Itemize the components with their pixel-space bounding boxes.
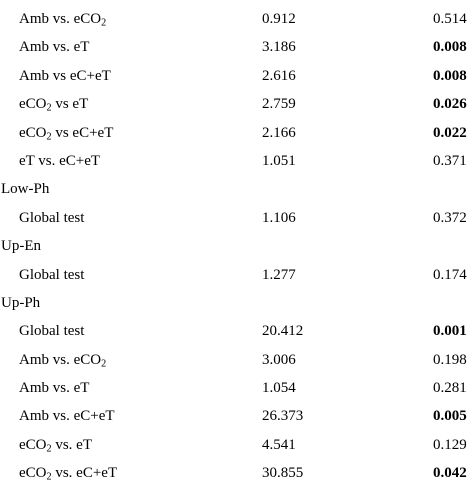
p-value: 0.514 [433,11,467,27]
f-value: 1.054 [262,380,296,397]
f-value: 0.912 [262,11,296,27]
comparison-label: eCO$_2$ vs eC+eT [19,124,114,143]
comparison-row [0,459,474,487]
p-value: 0.281 [433,380,467,397]
p-value: 0.022 [433,124,467,141]
comparison-row [0,431,474,459]
comparison-label: Amb vs. eT [19,39,90,56]
group-label: Low-Ph [1,181,50,198]
comparison-row [0,62,474,90]
p-value: 0.372 [433,209,467,226]
comparison-row [0,346,474,374]
comparison-row [0,204,474,232]
p-value: 0.042 [433,465,467,482]
comparison-label: Amb vs. eC+eT [19,408,115,425]
p-value: 0.129 [433,436,467,453]
comparison-row [0,119,474,147]
f-value: 30.855 [262,465,304,482]
p-value: 0.005 [433,408,467,425]
comparison-row [0,317,474,345]
comparison-row [0,374,474,402]
f-value: 1.051 [262,152,296,169]
f-value: 2.759 [262,96,296,113]
comparison-label: Global test [19,209,85,226]
comparison-row [0,402,474,430]
p-value: 0.008 [433,67,467,84]
comparison-label: Global test [19,266,85,283]
f-value: 26.373 [262,408,304,425]
f-value: 20.412 [262,323,304,340]
comparison-label: Amb vs. eT [19,380,90,397]
comparison-label: Amb vs. eCO$_2$ [19,11,107,29]
f-value: 2.616 [262,67,296,84]
p-value: 0.026 [433,96,467,113]
f-value: 1.277 [262,266,296,283]
f-value: 3.006 [262,351,296,368]
comparison-label: eT vs. eC+eT [19,152,101,169]
comparison-row [0,261,474,289]
comparison-row [0,5,474,33]
group-header-row [0,175,474,203]
comparison-label: eCO$_2$ vs. eC+eT [19,465,118,483]
f-value: 2.166 [262,124,296,141]
group-header-row [0,232,474,260]
comparison-label: Amb vs. eCO$_2$ [19,351,107,370]
p-value: 0.008 [433,39,467,56]
comparison-label: eCO$_2$ vs. eT [19,436,93,455]
p-value: 0.001 [433,323,467,340]
statistics-table [0,5,474,488]
comparison-label: Amb vs eC+eT [19,67,111,84]
p-value: 0.371 [433,152,467,169]
group-label: Up-En [1,238,41,255]
group-header-row [0,289,474,317]
p-value: 0.174 [433,266,467,283]
f-value: 3.186 [262,39,296,56]
comparison-row [0,147,474,175]
p-value: 0.198 [433,351,467,368]
comparison-label: Global test [19,323,85,340]
f-value: 1.106 [262,209,296,226]
comparison-label: eCO$_2$ vs eT [19,96,89,114]
comparison-row [0,90,474,118]
comparison-row [0,33,474,61]
group-label: Up-Ph [1,294,41,311]
f-value: 4.541 [262,436,296,453]
